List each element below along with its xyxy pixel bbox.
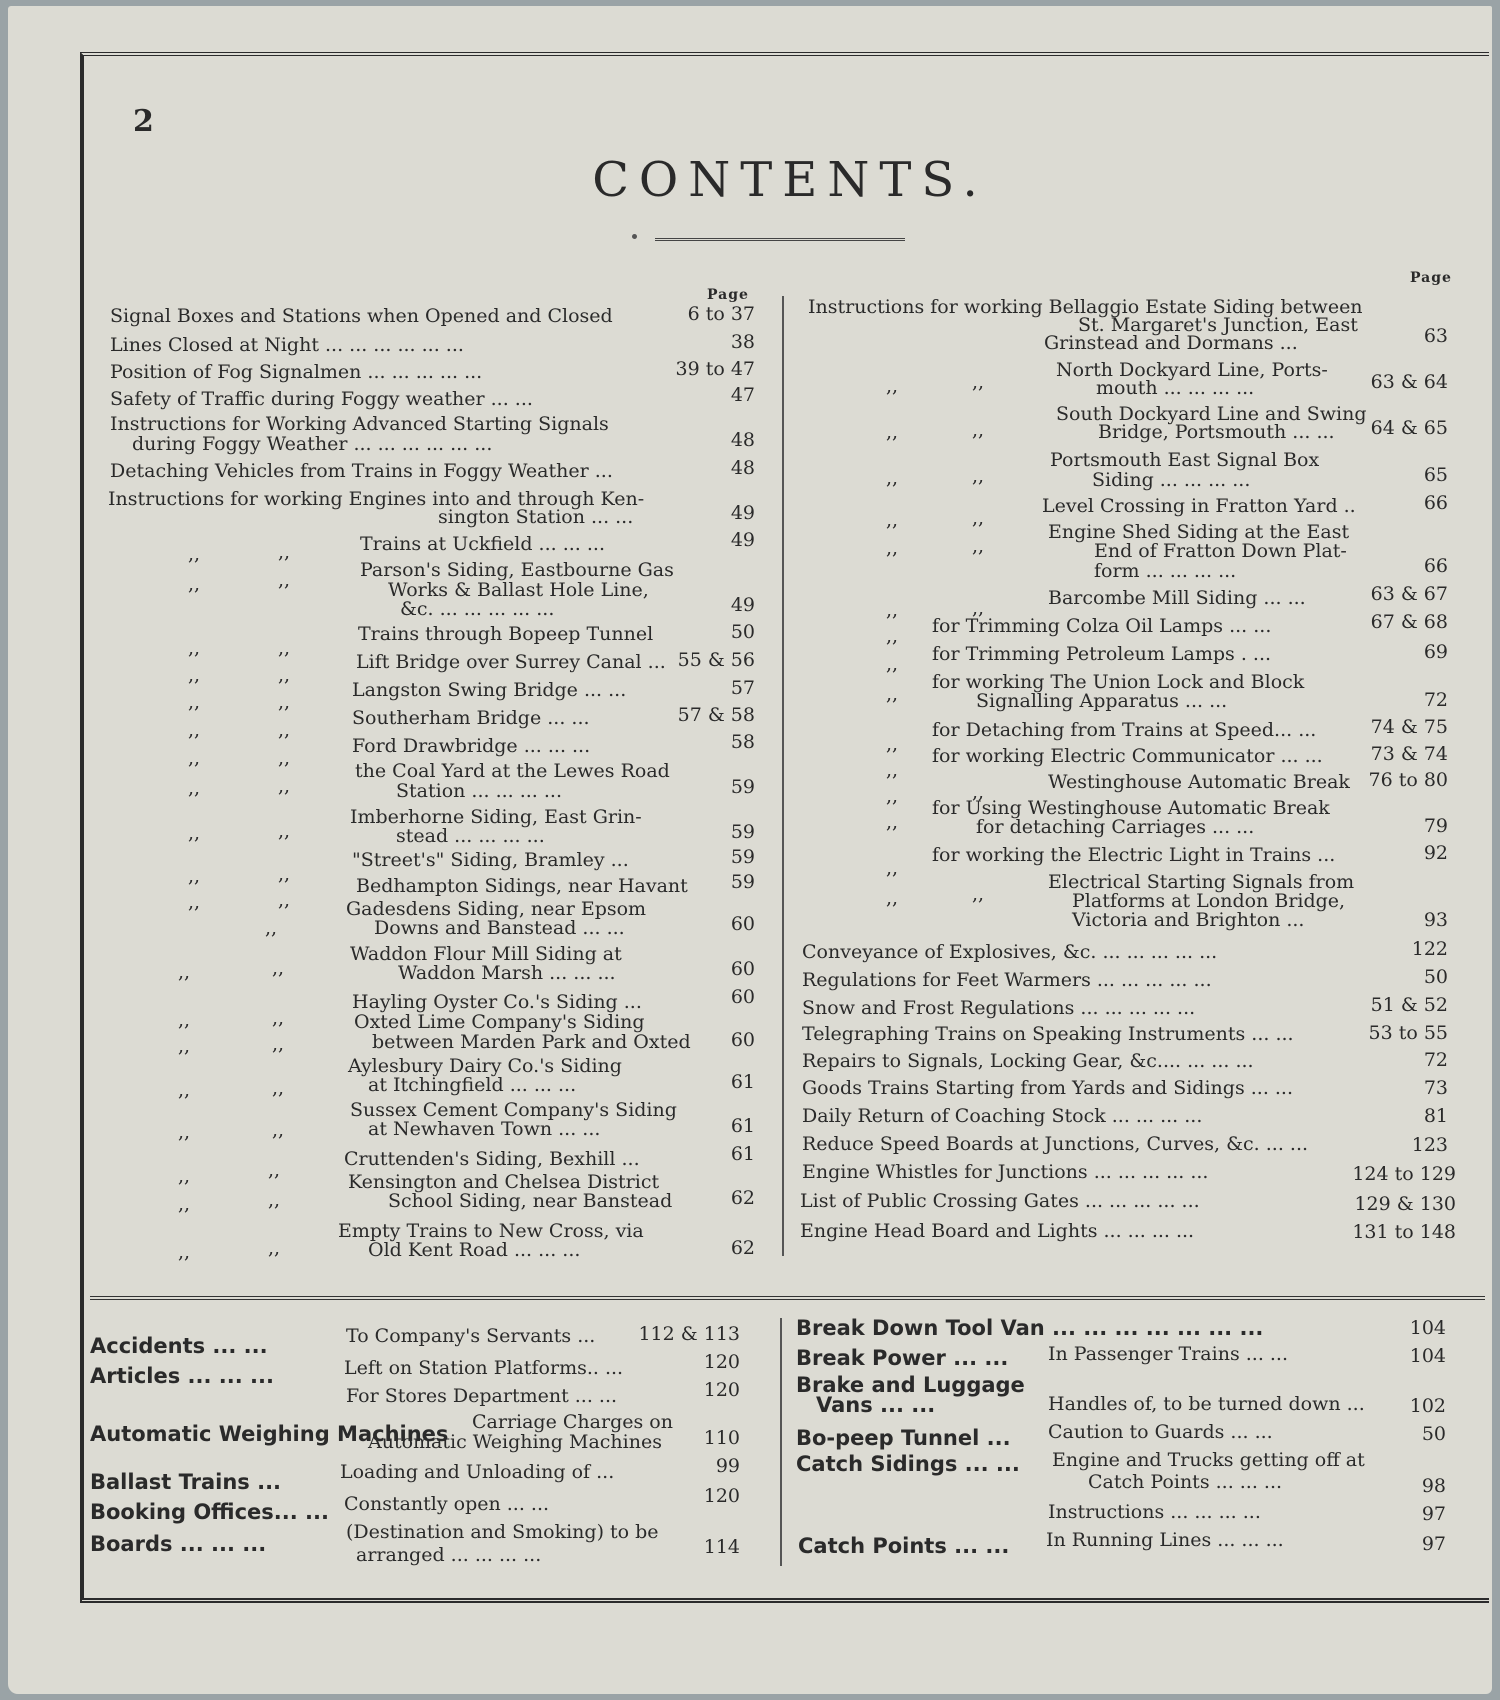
- ditto-mark: ,,: [278, 691, 291, 713]
- entry-text: Position of Fog Signalmen ... ... ... ... ...: [110, 361, 483, 383]
- page-title: CONTENTS.: [592, 152, 988, 208]
- ditto-mark: ,,: [272, 957, 285, 979]
- entry-text: Engine Head Board and Lights ... ... ... ...: [800, 1220, 1195, 1242]
- entry-page: 72: [1423, 1049, 1448, 1071]
- entry-text: Regulations for Feet Warmers ... ... ... ... ...: [802, 969, 1212, 991]
- entry-text: for working the Electric Light in Trains ...: [932, 844, 1336, 866]
- index-page: 97: [1421, 1533, 1446, 1555]
- entry-page: 122: [1411, 938, 1448, 960]
- entry-page: 60: [730, 986, 755, 1008]
- page-column-header-right: Page: [1410, 270, 1452, 286]
- entry-text: Victoria and Brighton ...: [1072, 909, 1305, 931]
- entry-text: Trains through Bopeep Tunnel: [358, 623, 654, 645]
- index-entry: Handles of, to be turned down ...: [1048, 1393, 1365, 1415]
- ditto-mark: ,,: [188, 865, 201, 887]
- entry-page: 62: [730, 1187, 755, 1209]
- entry-text: Siding ... ... ... ...: [1092, 469, 1251, 491]
- entry-page: 74 & 75: [1370, 716, 1448, 738]
- entry-text: for detaching Carriages ... ...: [976, 816, 1255, 838]
- entry-text: Daily Return of Coaching Stock ... ... ... ...: [802, 1105, 1203, 1127]
- entry-text: Westinghouse Automatic Break: [1048, 771, 1350, 793]
- entry-page: 6 to 37: [687, 303, 755, 325]
- entry-text: Imberhorne Siding, East Grin-: [350, 806, 642, 828]
- index-heading: Boards ... ... ...: [90, 1532, 267, 1556]
- ditto-mark: ,,: [278, 719, 291, 741]
- entry-text: List of Public Crossing Gates ... ... ... ... ...: [800, 1190, 1200, 1212]
- index-entry: In Passenger Trains ... ...: [1048, 1343, 1289, 1365]
- entry-text: Signal Boxes and Stations when Opened and Closed: [110, 305, 613, 327]
- index-entry: For Stores Department ... ...: [346, 1385, 618, 1407]
- ditto-mark: ,,: [886, 653, 899, 675]
- entry-page: 48: [730, 429, 755, 451]
- entry-page: 123: [1411, 1134, 1448, 1156]
- entry-page: 61: [730, 1143, 755, 1165]
- entry-page: 61: [730, 1071, 755, 1093]
- entry-text: Instructions for Working Advanced Starting Signals: [110, 413, 609, 435]
- entry-text: Waddon Flour Mill Siding at: [350, 943, 622, 965]
- entry-page: 38: [730, 331, 755, 353]
- entry-text: for Using Westinghouse Automatic Break: [932, 797, 1330, 819]
- entry-page: 60: [730, 913, 755, 935]
- ditto-mark: ,,: [272, 1007, 285, 1029]
- entry-page: 65: [1423, 464, 1448, 486]
- entry-text: End of Fratton Down Plat-: [1094, 540, 1347, 562]
- entry-page: 47: [730, 384, 755, 406]
- ditto-mark: ,,: [278, 541, 291, 563]
- entry-text: stead ... ... ... ...: [396, 825, 545, 847]
- index-heading: Catch Points ... ...: [798, 1534, 1010, 1558]
- ditto-mark: ,,: [972, 535, 985, 557]
- entry-text: Bridge, Portsmouth ... ...: [1098, 421, 1335, 443]
- ditto-mark: ,,: [188, 664, 201, 686]
- ditto-mark: ,,: [188, 637, 201, 659]
- title-rule: [655, 238, 905, 241]
- ditto-mark: ,,: [178, 1165, 191, 1187]
- ditto-mark: ,,: [278, 747, 291, 769]
- entry-page: 79: [1423, 815, 1448, 837]
- entry-text: "Street's" Siding, Bramley ...: [352, 849, 629, 871]
- entry-text: Aylesbury Dairy Co.'s Siding: [348, 1055, 622, 1077]
- ditto-mark: ,,: [272, 1077, 285, 1099]
- ditto-mark: ,,: [278, 637, 291, 659]
- ditto-mark: ,,: [972, 419, 985, 441]
- ditto-mark: ,,: [178, 1193, 191, 1215]
- ditto-mark: ,,: [178, 1121, 191, 1143]
- entry-text: Gadesdens Siding, near Epsom: [346, 898, 647, 920]
- title-ornament-dot: [632, 234, 637, 239]
- entry-text: Cruttenden's Siding, Bexhill ...: [344, 1148, 640, 1170]
- index-heading: Break Power ... ...: [796, 1346, 1009, 1370]
- entry-text: Sussex Cement Company's Siding: [350, 1099, 677, 1121]
- ditto-mark: ,,: [268, 1189, 281, 1211]
- ditto-mark: ,,: [278, 775, 291, 797]
- entry-page: 73 & 74: [1370, 743, 1448, 765]
- entry-page: 73: [1423, 1077, 1448, 1099]
- entry-page: 124 to 129: [1352, 1163, 1456, 1185]
- entry-text: Instructions for working Engines into and through Ken-: [108, 488, 645, 510]
- index-entry: Instructions ... ... ... ...: [1048, 1501, 1261, 1523]
- entry-text: at Itchingfield ... ... ...: [368, 1074, 577, 1096]
- entry-text: mouth ... ... ... ...: [1096, 377, 1255, 399]
- entry-page: 59: [730, 776, 755, 798]
- entry-page: 50: [1423, 966, 1448, 988]
- ditto-mark: ,,: [188, 891, 201, 913]
- entry-page: 59: [730, 846, 755, 868]
- ditto-mark: ,,: [886, 887, 899, 909]
- index-page: 102: [1409, 1395, 1446, 1417]
- entry-text: Bedhampton Sidings, near Havant: [356, 875, 688, 897]
- entry-text: Trains at Uckfield ... ... ...: [360, 533, 605, 555]
- ditto-mark: ,,: [272, 1033, 285, 1055]
- entry-page: 60: [730, 1029, 755, 1051]
- entry-text: for Trimming Petroleum Lamps . ...: [932, 643, 1272, 665]
- index-heading: Automatic Weighing Machines: [90, 1422, 449, 1446]
- entry-text: Langston Swing Bridge ... ...: [352, 679, 627, 701]
- entry-page: 58: [730, 731, 755, 753]
- entry-text: for Trimming Colza Oil Lamps ... ...: [932, 615, 1272, 637]
- entry-text: South Dockyard Line and Swing: [1056, 403, 1367, 425]
- ditto-mark: ,,: [188, 573, 201, 595]
- entry-text: Engine Whistles for Junctions ... ... ... ... ...: [802, 1161, 1209, 1183]
- page-column-header-left: Page: [707, 287, 749, 303]
- entry-page: 67 & 68: [1370, 611, 1448, 633]
- index-page: 99: [715, 1455, 740, 1477]
- ditto-mark: ,,: [972, 883, 985, 905]
- ditto-mark: ,,: [886, 467, 899, 489]
- index-entry: Catch Points ... ... ...: [1088, 1471, 1283, 1493]
- entry-page: 66: [1423, 492, 1448, 514]
- entry-page: 49: [730, 529, 755, 551]
- ditto-mark: ,,: [178, 1079, 191, 1101]
- entry-text: Safety of Traffic during Foggy weather ... ...: [110, 388, 533, 410]
- index-heading: Catch Sidings ... ...: [796, 1452, 1020, 1476]
- ditto-mark: ,,: [972, 465, 985, 487]
- ditto-mark: ,,: [886, 759, 899, 781]
- section-divider: [90, 1296, 1485, 1300]
- entry-text: Repairs to Signals, Locking Gear, &c.... ... ... ...: [802, 1050, 1254, 1072]
- entry-text: Reduce Speed Boards at Junctions, Curves, &c. ... ...: [802, 1133, 1309, 1155]
- ditto-mark: ,,: [268, 1159, 281, 1181]
- index-entry: In Running Lines ... ... ...: [1046, 1529, 1284, 1551]
- ditto-mark: ,,: [178, 1035, 191, 1057]
- entry-page: 93: [1423, 909, 1448, 931]
- entry-text: North Dockyard Line, Ports-: [1056, 359, 1328, 381]
- ditto-mark: ,,: [886, 509, 899, 531]
- entry-page: 131 to 148: [1352, 1221, 1456, 1243]
- entry-page: 63 & 64: [1370, 371, 1448, 393]
- entry-page: 60: [730, 958, 755, 980]
- entry-text: Lines Closed at Night ... ... ... ... ... ...: [110, 334, 464, 356]
- ditto-mark: ,,: [188, 719, 201, 741]
- index-page: 104: [1409, 1317, 1446, 1339]
- ditto-mark: ,,: [188, 747, 201, 769]
- ditto-mark: ,,: [178, 1241, 191, 1263]
- entry-text: &c. ... ... ... ... ...: [400, 598, 555, 620]
- ditto-mark: ,,: [272, 1119, 285, 1141]
- page-number: 2: [133, 104, 154, 139]
- ditto-mark: ,,: [268, 1237, 281, 1259]
- entry-page: 64 & 65: [1370, 417, 1448, 439]
- entry-text: between Marden Park and Oxted: [372, 1031, 691, 1053]
- entry-page: 49: [730, 594, 755, 616]
- index-entry: Constantly open ... ...: [344, 1493, 550, 1515]
- ditto-mark: ,,: [278, 863, 291, 885]
- index-entry: (Destination and Smoking) to be: [346, 1521, 659, 1543]
- index-heading: Bo-peep Tunnel ...: [796, 1426, 1011, 1450]
- index-entry: Carriage Charges on: [472, 1411, 673, 1433]
- ditto-mark: ,,: [188, 822, 201, 844]
- ditto-mark: ,,: [188, 777, 201, 799]
- entry-page: 69: [1423, 641, 1448, 663]
- index-heading: Brake and Luggage: [796, 1373, 1025, 1397]
- entry-page: 63: [1423, 325, 1448, 347]
- entry-text: Signalling Apparatus ... ...: [976, 690, 1228, 712]
- entry-text: Ford Drawbridge ... ... ...: [352, 735, 591, 757]
- ditto-mark: ,,: [886, 375, 899, 397]
- entry-page: 57 & 58: [677, 704, 755, 726]
- entry-text: Platforms at London Bridge,: [1072, 890, 1346, 912]
- ditto-mark: ,,: [886, 785, 899, 807]
- index-page: 110: [703, 1427, 740, 1449]
- entry-text: for working The Union Lock and Block: [932, 671, 1305, 693]
- ditto-mark: ,,: [886, 599, 899, 621]
- ditto-mark: ,,: [278, 664, 291, 686]
- entry-page: 61: [730, 1115, 755, 1137]
- ditto-mark: ,,: [278, 569, 291, 591]
- index-heading: Ballast Trains ...: [90, 1470, 282, 1494]
- ditto-mark: ,,: [178, 961, 191, 983]
- entry-text: during Foggy Weather ... ... ... ... ... ...: [132, 433, 493, 455]
- entry-text: Snow and Frost Regulations ... ... ... ... ...: [802, 997, 1196, 1019]
- ditto-mark: ,,: [188, 543, 201, 565]
- ditto-mark: ,,: [972, 597, 985, 619]
- index-page: 120: [703, 1379, 740, 1401]
- entry-text: Telegraphing Trains on Speaking Instruments ... ...: [802, 1023, 1294, 1045]
- entry-text: Lift Bridge over Surrey Canal ...: [356, 651, 666, 673]
- entry-text: Level Crossing in Fratton Yard ..: [1042, 495, 1356, 517]
- index-entry: To Company's Servants ...: [346, 1325, 596, 1347]
- index-page: 114: [703, 1536, 740, 1558]
- entry-page: 50: [730, 621, 755, 643]
- entry-page: 49: [730, 502, 755, 524]
- entry-text: Engine Shed Siding at the East: [1048, 521, 1350, 543]
- index-entry: Automatic Weighing Machines: [368, 1431, 662, 1453]
- entry-page: 55 & 56: [677, 649, 755, 671]
- entry-page: 66: [1423, 555, 1448, 577]
- entry-page: 59: [730, 821, 755, 843]
- index-page: 98: [1421, 1475, 1446, 1497]
- index-heading: Accidents ... ...: [90, 1334, 268, 1358]
- index-page: 120: [703, 1351, 740, 1373]
- ditto-mark: ,,: [188, 691, 201, 713]
- ditto-mark: ,,: [886, 811, 899, 833]
- entry-text: for working Electric Communicator ... ...: [932, 745, 1323, 767]
- ditto-mark: ,,: [886, 733, 899, 755]
- index-heading: Booking Offices... ...: [90, 1500, 329, 1524]
- entry-page: 76 to 80: [1368, 769, 1448, 791]
- entry-text: Parson's Siding, Eastbourne Gas: [360, 559, 674, 581]
- entry-page: 57: [730, 677, 755, 699]
- entry-page: 81: [1423, 1105, 1448, 1127]
- entry-text: School Siding, near Banstead: [388, 1190, 673, 1212]
- entry-text: Waddon Marsh ... ... ...: [398, 962, 616, 984]
- entry-text: at Newhaven Town ... ...: [368, 1118, 601, 1140]
- entry-text: Oxted Lime Company's Siding: [354, 1011, 645, 1033]
- index-page: 104: [1409, 1345, 1446, 1367]
- entry-text: form ... ... ... ...: [1094, 560, 1237, 582]
- index-page: 120: [703, 1485, 740, 1507]
- page-border: [80, 52, 1489, 1603]
- index-heading: Vans ... ...: [816, 1393, 936, 1417]
- index-entry: Left on Station Platforms.. ...: [344, 1357, 624, 1379]
- index-entry: Engine and Trucks getting off at: [1052, 1449, 1365, 1471]
- entry-text: Works & Ballast Hole Line,: [388, 579, 649, 601]
- entry-page: 62: [730, 1237, 755, 1259]
- ditto-mark: ,,: [972, 507, 985, 529]
- entry-page: 53 to 55: [1368, 1022, 1448, 1044]
- entry-text: Barcombe Mill Siding ... ...: [1048, 587, 1306, 609]
- ditto-mark: ,,: [265, 917, 278, 939]
- ditto-mark: ,,: [278, 889, 291, 911]
- entry-text: Southerham Bridge ... ...: [352, 707, 590, 729]
- index-entry: Loading and Unloading of ...: [340, 1461, 615, 1483]
- ditto-mark: ,,: [278, 820, 291, 842]
- entry-page: 51 & 52: [1370, 994, 1448, 1016]
- entry-text: Downs and Banstead ... ...: [374, 917, 625, 939]
- index-page: 50: [1421, 1423, 1446, 1445]
- ditto-mark: ,,: [886, 625, 899, 647]
- entry-page: 63 & 67: [1370, 583, 1448, 605]
- ditto-mark: ,,: [886, 857, 899, 879]
- entry-text: the Coal Yard at the Lewes Road: [355, 760, 670, 782]
- entry-text: Hayling Oyster Co.'s Siding ...: [352, 991, 642, 1013]
- index-heading: Articles ... ... ...: [90, 1364, 274, 1388]
- index-page: 97: [1421, 1503, 1446, 1525]
- index-entry: arranged ... ... ... ...: [356, 1544, 542, 1566]
- ditto-mark: ,,: [886, 421, 899, 443]
- entry-page: 59: [730, 871, 755, 893]
- entry-text: Empty Trains to New Cross, via: [338, 1220, 644, 1242]
- entry-page: 48: [730, 457, 755, 479]
- entry-page: 39 to 47: [675, 358, 755, 380]
- entry-page: 72: [1423, 689, 1448, 711]
- entry-text: Detaching Vehicles from Trains in Foggy Weather ...: [110, 460, 613, 482]
- entry-text: Goods Trains Starting from Yards and Sidings ... ...: [802, 1077, 1294, 1099]
- entry-text: for Detaching from Trains at Speed... ...: [932, 719, 1317, 741]
- entry-text: sington Station ... ...: [438, 506, 634, 528]
- entry-text: Old Kent Road ... ... ...: [368, 1239, 581, 1261]
- entry-text: St. Margaret's Junction, East: [1078, 314, 1358, 336]
- index-entry: Caution to Guards ... ...: [1048, 1421, 1273, 1443]
- ditto-mark: ,,: [972, 781, 985, 803]
- entry-text: Station ... ... ... ...: [396, 780, 562, 802]
- ditto-mark: ,,: [178, 1009, 191, 1031]
- ditto-mark: ,,: [886, 537, 899, 559]
- index-heading: Break Down Tool Van ... ... ... ... ... ... ...: [796, 1316, 1264, 1340]
- entry-text: Conveyance of Explosives, &c. ... ... ... ... ...: [802, 941, 1218, 963]
- index-column-divider: [780, 1318, 782, 1566]
- entry-page: 129 & 130: [1354, 1193, 1456, 1215]
- entry-page: 92: [1423, 842, 1448, 864]
- entry-text: Kensington and Chelsea District: [348, 1171, 660, 1193]
- column-divider: [782, 296, 784, 1256]
- ditto-mark: ,,: [972, 371, 985, 393]
- entry-text: Instructions for working Bellaggio Estate Siding between: [808, 296, 1363, 318]
- entry-text: Portsmouth East Signal Box: [1050, 449, 1320, 471]
- entry-text: Grinstead and Dormans ...: [1044, 332, 1298, 354]
- index-page: 112 & 113: [638, 1323, 740, 1345]
- ditto-mark: ,,: [886, 683, 899, 705]
- entry-text: Electrical Starting Signals from: [1048, 871, 1355, 893]
